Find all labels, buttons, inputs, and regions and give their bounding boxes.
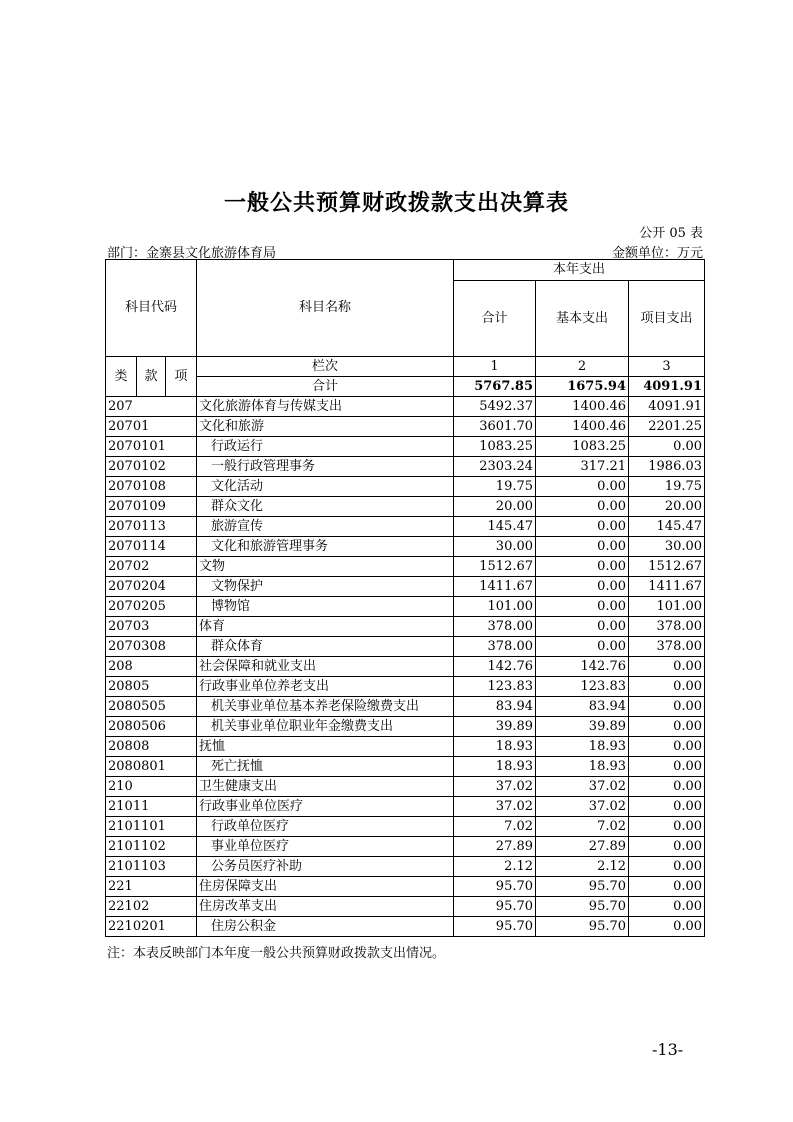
row-total: 2303.24 [454, 457, 536, 477]
table-row [106, 397, 705, 417]
table-row [106, 657, 705, 677]
column-index-3: 3 [629, 357, 705, 377]
row-total: 37.02 [454, 777, 536, 797]
row-basic: 1400.46 [536, 417, 629, 437]
row-code: 20805 [106, 677, 197, 697]
row-name: 住房公积金 [197, 917, 454, 937]
row-project: 0.00 [629, 877, 705, 897]
sum-total: 5767.85 [454, 377, 536, 397]
row-total: 378.00 [454, 617, 536, 637]
table-row [106, 457, 705, 477]
row-basic: 0.00 [536, 597, 629, 617]
row-project: 20.00 [629, 497, 705, 517]
header-basic: 基本支出 [536, 281, 629, 357]
row-code: 21011 [106, 797, 197, 817]
table-row [106, 797, 705, 817]
row-name: 体育 [197, 617, 454, 637]
table-row [106, 617, 705, 637]
row-total: 1083.25 [454, 437, 536, 457]
department-label: 部门：金寨县文化旅游体育局 [107, 246, 277, 261]
table-row [106, 857, 705, 877]
row-code: 20808 [106, 737, 197, 757]
row-total: 18.93 [454, 737, 536, 757]
row-total: 5492.37 [454, 397, 536, 417]
table-row [106, 677, 705, 697]
table-row [106, 777, 705, 797]
row-basic: 0.00 [536, 577, 629, 597]
row-project: 30.00 [629, 537, 705, 557]
row-code: 2070101 [106, 437, 197, 457]
row-total: 83.94 [454, 697, 536, 717]
row-total: 1512.67 [454, 557, 536, 577]
row-name: 文化和旅游管理事务 [197, 537, 454, 557]
row-basic: 0.00 [536, 617, 629, 637]
row-project: 145.47 [629, 517, 705, 537]
row-basic: 39.89 [536, 717, 629, 737]
row-basic: 0.00 [536, 537, 629, 557]
table-row [106, 517, 705, 537]
row-name: 群众文化 [197, 497, 454, 517]
row-basic: 0.00 [536, 517, 629, 537]
row-project: 0.00 [629, 437, 705, 457]
row-code: 2070113 [106, 517, 197, 537]
row-name: 行政事业单位养老支出 [197, 677, 454, 697]
row-name: 机关事业单位职业年金缴费支出 [197, 717, 454, 737]
table-row [106, 557, 705, 577]
row-code: 20702 [106, 557, 197, 577]
form-number: 公开 05 表 [639, 226, 703, 241]
row-name: 博物馆 [197, 597, 454, 617]
row-project: 4091.91 [629, 397, 705, 417]
table-row [106, 577, 705, 597]
amount-unit-label: 金额单位：万元 [611, 246, 703, 261]
row-code: 2080505 [106, 697, 197, 717]
row-code: 2070308 [106, 637, 197, 657]
row-project: 378.00 [629, 637, 705, 657]
row-project: 0.00 [629, 657, 705, 677]
row-name: 公务员医疗补助 [197, 857, 454, 877]
row-total: 2.12 [454, 857, 536, 877]
table-row [106, 817, 705, 837]
row-total: 101.00 [454, 597, 536, 617]
header-total: 合计 [454, 281, 536, 357]
row-project: 0.00 [629, 837, 705, 857]
row-basic: 18.93 [536, 757, 629, 777]
table-row [106, 477, 705, 497]
row-name: 文物保护 [197, 577, 454, 597]
header-year-expense: 本年支出 [454, 260, 705, 281]
table-row [106, 737, 705, 757]
table-row [106, 917, 705, 937]
row-total: 7.02 [454, 817, 536, 837]
row-total: 145.47 [454, 517, 536, 537]
row-name: 住房改革支出 [197, 897, 454, 917]
row-basic: 18.93 [536, 737, 629, 757]
row-name: 一般行政管理事务 [197, 457, 454, 477]
row-project: 0.00 [629, 697, 705, 717]
row-basic: 1083.25 [536, 437, 629, 457]
row-code: 2070109 [106, 497, 197, 517]
row-basic: 317.21 [536, 457, 629, 477]
table-row [106, 877, 705, 897]
row-name: 行政运行 [197, 437, 454, 457]
row-project: 0.00 [629, 897, 705, 917]
row-basic: 27.89 [536, 837, 629, 857]
row-code: 2070205 [106, 597, 197, 617]
row-basic: 95.70 [536, 877, 629, 897]
table-row [106, 497, 705, 517]
header-lei: 类 [106, 357, 137, 397]
table-row [106, 637, 705, 657]
row-name: 群众体育 [197, 637, 454, 657]
row-code: 2070102 [106, 457, 197, 477]
row-name: 社会保障和就业支出 [197, 657, 454, 677]
row-total: 95.70 [454, 917, 536, 937]
row-project: 0.00 [629, 917, 705, 937]
header-kuan: 款 [137, 357, 166, 397]
row-name: 卫生健康支出 [197, 777, 454, 797]
row-name: 文化旅游体育与传媒支出 [197, 397, 454, 417]
row-name: 死亡抚恤 [197, 757, 454, 777]
column-index-2: 2 [536, 357, 629, 377]
row-basic: 7.02 [536, 817, 629, 837]
row-code: 208 [106, 657, 197, 677]
row-project: 0.00 [629, 757, 705, 777]
column-index-1: 1 [454, 357, 536, 377]
row-code: 210 [106, 777, 197, 797]
row-project: 1512.67 [629, 557, 705, 577]
row-total: 3601.70 [454, 417, 536, 437]
row-name: 文化活动 [197, 477, 454, 497]
row-basic: 0.00 [536, 637, 629, 657]
header-project: 项目支出 [629, 281, 705, 357]
row-name: 机关事业单位基本养老保险缴费支出 [197, 697, 454, 717]
row-basic: 1400.46 [536, 397, 629, 417]
row-code: 2101102 [106, 837, 197, 857]
row-total: 95.70 [454, 897, 536, 917]
table-row [106, 897, 705, 917]
table-row [106, 537, 705, 557]
row-total: 19.75 [454, 477, 536, 497]
row-basic: 142.76 [536, 657, 629, 677]
row-total: 20.00 [454, 497, 536, 517]
row-code: 2070114 [106, 537, 197, 557]
row-project: 2201.25 [629, 417, 705, 437]
row-code: 20701 [106, 417, 197, 437]
row-name: 旅游宣传 [197, 517, 454, 537]
row-project: 0.00 [629, 857, 705, 877]
table-row [106, 417, 705, 437]
row-basic: 37.02 [536, 797, 629, 817]
row-code: 2070108 [106, 477, 197, 497]
header-code: 科目代码 [106, 260, 197, 357]
row-name: 抚恤 [197, 737, 454, 757]
sum-basic: 1675.94 [536, 377, 629, 397]
row-basic: 83.94 [536, 697, 629, 717]
row-code: 2080506 [106, 717, 197, 737]
expenditure-table [105, 259, 705, 937]
row-name: 文物 [197, 557, 454, 577]
table-row [106, 837, 705, 857]
row-code: 20703 [106, 617, 197, 637]
row-total: 30.00 [454, 537, 536, 557]
row-project: 19.75 [629, 477, 705, 497]
row-code: 2101101 [106, 817, 197, 837]
row-code: 22102 [106, 897, 197, 917]
row-total: 18.93 [454, 757, 536, 777]
row-basic: 37.02 [536, 777, 629, 797]
row-basic: 2.12 [536, 857, 629, 877]
header-lanci: 栏次 [197, 357, 454, 377]
row-name: 文化和旅游 [197, 417, 454, 437]
page-number: -13- [652, 1040, 684, 1059]
table-row [106, 437, 705, 457]
row-code: 221 [106, 877, 197, 897]
row-basic: 123.83 [536, 677, 629, 697]
row-total: 27.89 [454, 837, 536, 857]
row-project: 0.00 [629, 677, 705, 697]
row-project: 1411.67 [629, 577, 705, 597]
row-basic: 95.70 [536, 897, 629, 917]
row-project: 0.00 [629, 737, 705, 757]
row-basic: 0.00 [536, 497, 629, 517]
row-total: 1411.67 [454, 577, 536, 597]
row-basic: 95.70 [536, 917, 629, 937]
sum-label: 合计 [197, 377, 454, 397]
row-project: 378.00 [629, 617, 705, 637]
table-note: 注：本表反映部门本年度一般公共预算财政拨款支出情况。 [107, 946, 446, 961]
table-row [106, 597, 705, 617]
table-row [106, 717, 705, 737]
row-code: 2070204 [106, 577, 197, 597]
row-name: 行政单位医疗 [197, 817, 454, 837]
row-project: 1986.03 [629, 457, 705, 477]
row-name: 行政事业单位医疗 [197, 797, 454, 817]
row-name: 住房保障支出 [197, 877, 454, 897]
row-total: 123.83 [454, 677, 536, 697]
table-row [106, 757, 705, 777]
row-project: 0.00 [629, 797, 705, 817]
row-code: 2210201 [106, 917, 197, 937]
row-code: 2080801 [106, 757, 197, 777]
row-project: 0.00 [629, 717, 705, 737]
row-project: 101.00 [629, 597, 705, 617]
row-basic: 0.00 [536, 557, 629, 577]
row-total: 95.70 [454, 877, 536, 897]
row-total: 378.00 [454, 637, 536, 657]
row-total: 39.89 [454, 717, 536, 737]
header-xiang: 项 [166, 357, 197, 397]
row-project: 0.00 [629, 817, 705, 837]
row-basic: 0.00 [536, 477, 629, 497]
row-code: 207 [106, 397, 197, 417]
row-name: 事业单位医疗 [197, 837, 454, 857]
table-row [106, 697, 705, 717]
row-code: 2101103 [106, 857, 197, 877]
page-title: 一般公共预算财政拨款支出决算表 [223, 191, 569, 216]
row-total: 37.02 [454, 797, 536, 817]
row-project: 0.00 [629, 777, 705, 797]
sum-project: 4091.91 [629, 377, 705, 397]
row-total: 142.76 [454, 657, 536, 677]
header-name: 科目名称 [197, 260, 454, 357]
